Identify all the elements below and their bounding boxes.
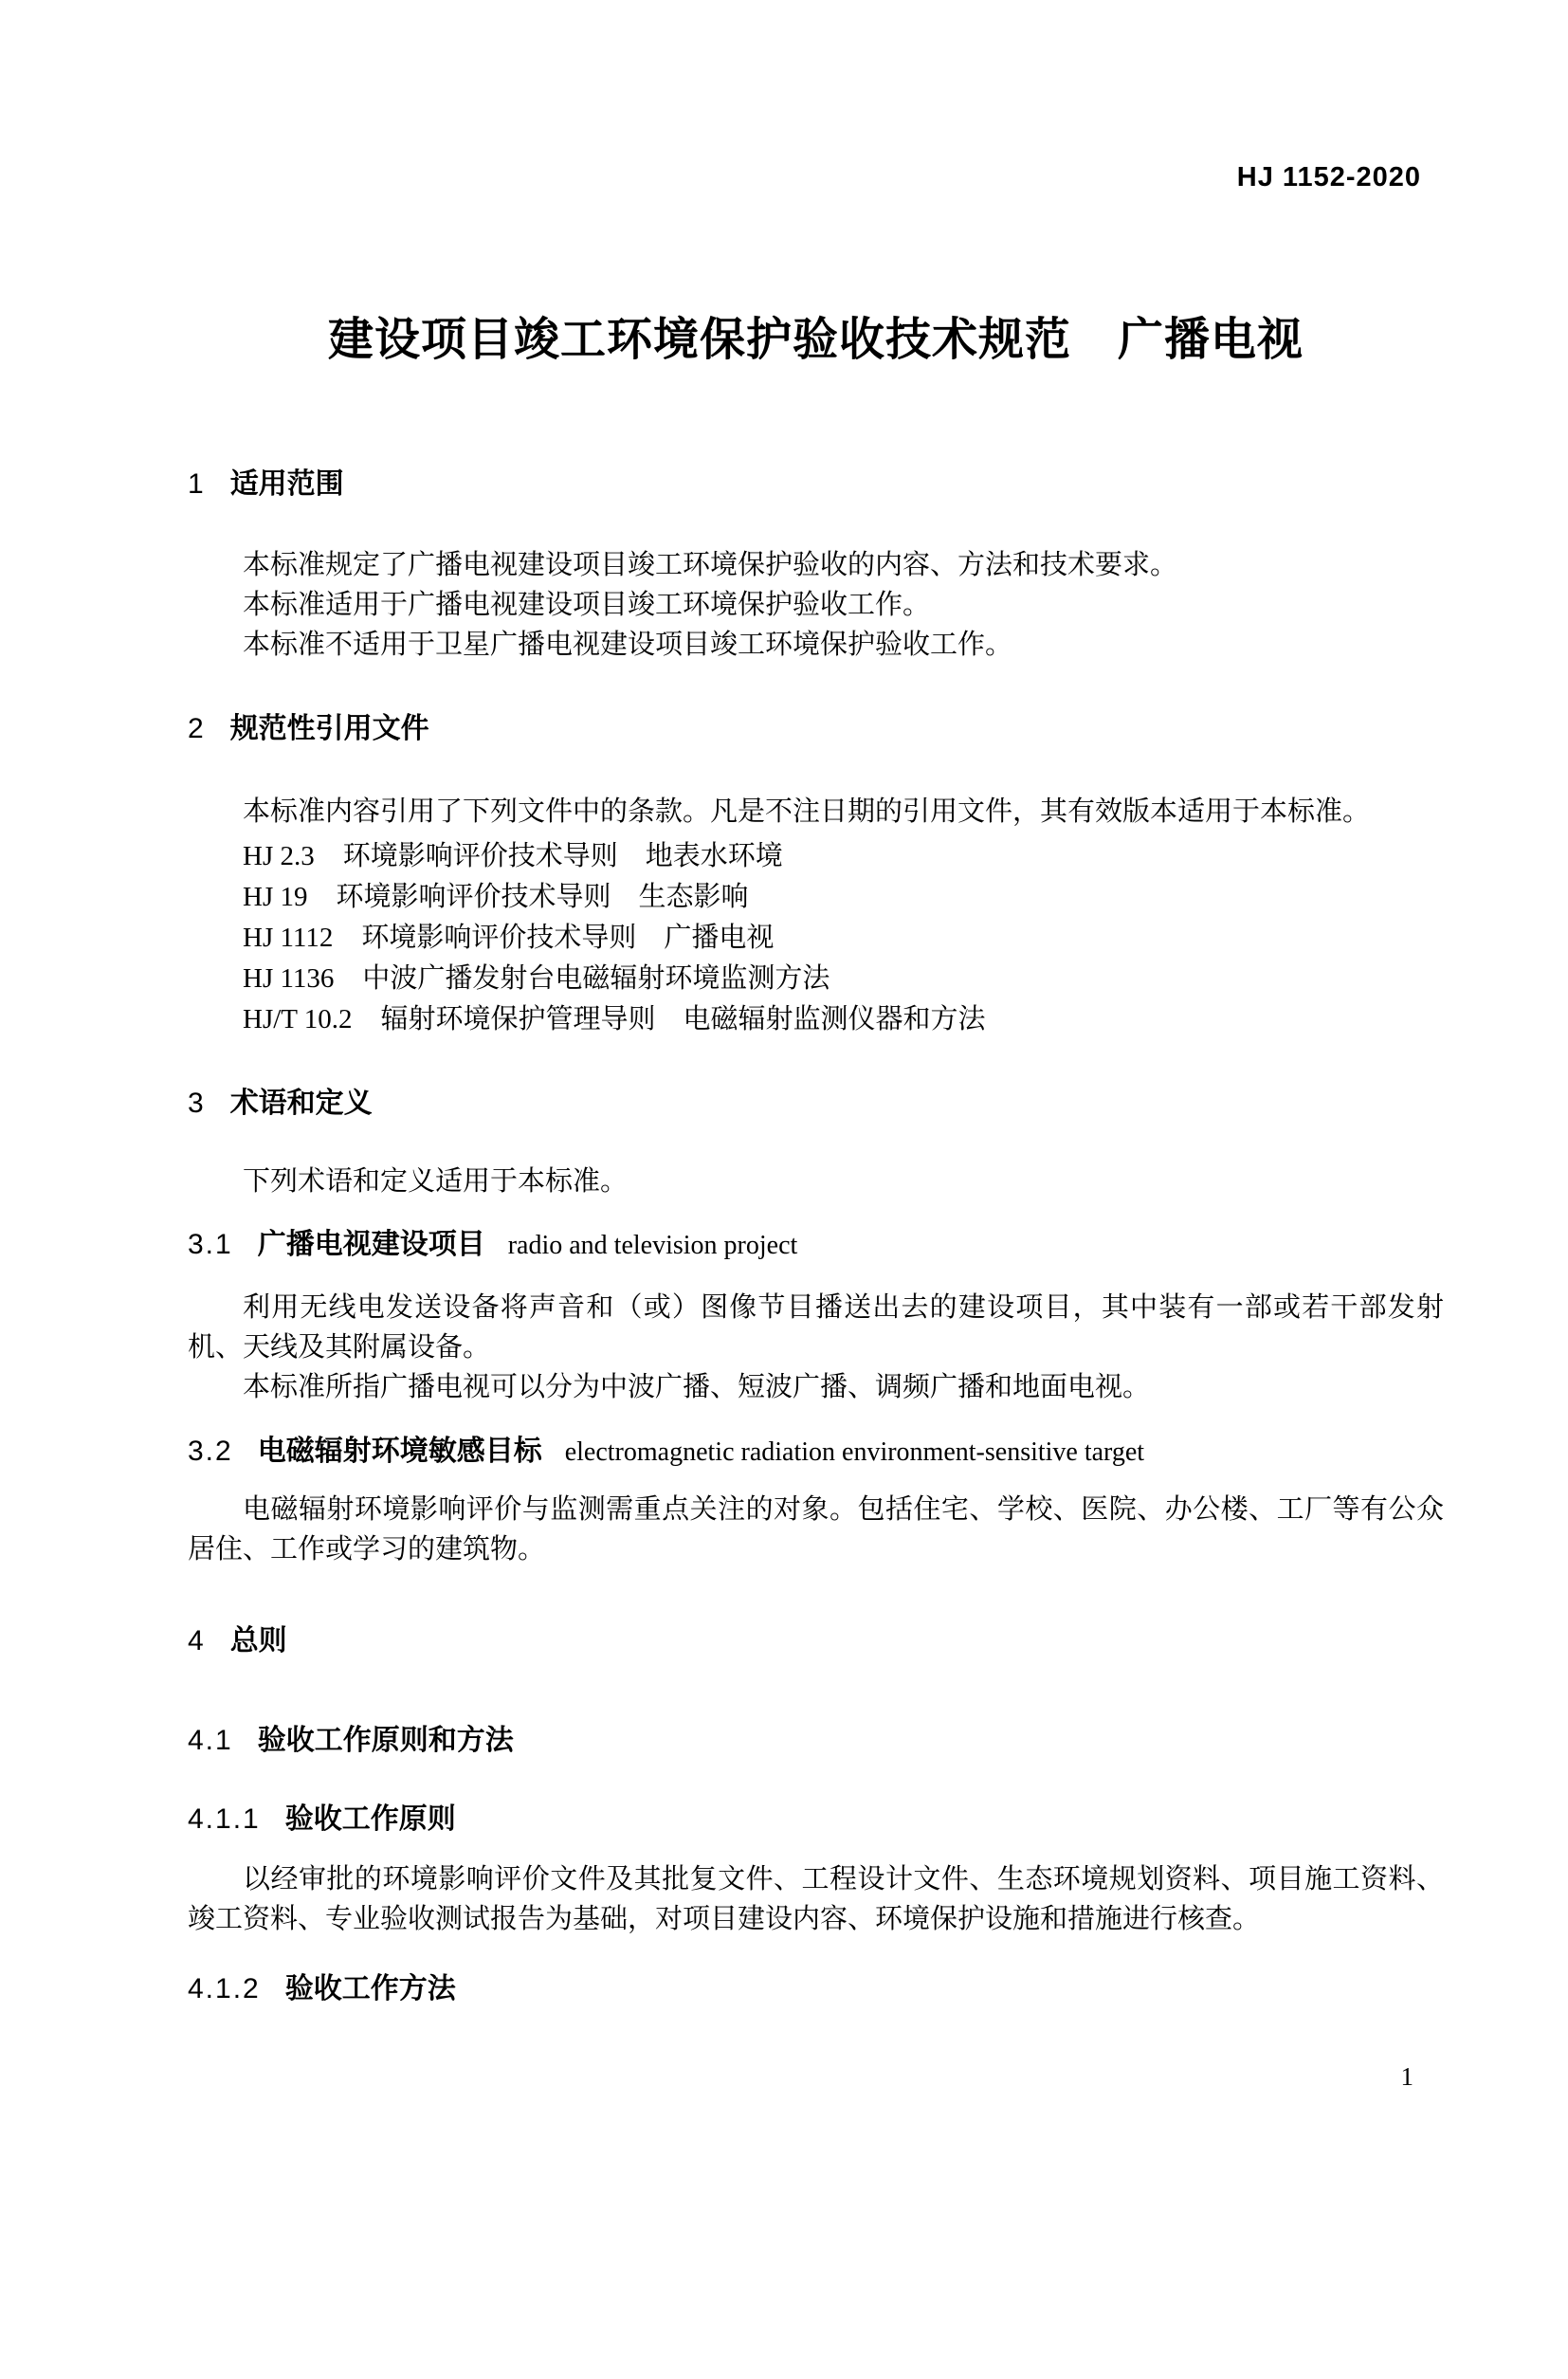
section-number: 4.1.1 [188, 1803, 261, 1835]
paragraph: 本标准不适用于卫星广播电视建设项目竣工环境保护验收工作。 [243, 630, 1013, 660]
doc-code: HJ 1152-2020 [1236, 162, 1421, 192]
term-zh: 广播电视建设项目 [257, 1229, 485, 1260]
doc-title: 建设项目竣工环境保护验收技术规范 广播电视 [327, 315, 1304, 365]
reference-code: HJ 2.3 [243, 841, 315, 871]
reference-title: 辐射环境保护管理导则 电磁辐射监测仪器和方法 [380, 1004, 986, 1034]
section-title: 验收工作方法 [284, 1973, 456, 2004]
paragraph: 本标准内容引用了下列文件中的条款。凡是不注日期的引用文件，其有效版本适用于本标准。 [243, 796, 1371, 827]
paragraph: 以经审批的环境影响评价文件及其批复文件、工程设计文件、生态环境规划资料、项目施工资料、竣工资料、专业验收测试报告为基础，对项目建设内容、环境保护设施和措施进行核查。 [188, 1864, 1444, 1934]
term-number: 3.2 [188, 1436, 233, 1467]
paragraph: 利用无线电发送设备将声音和（或）图像节目播送出去的建设项目，其中装有一部或若干部发射机、天线及其附属设备。 [188, 1292, 1444, 1363]
section-title: 总则 [229, 1625, 287, 1656]
reference-code: HJ 1136 [243, 963, 335, 994]
reference-code: HJ 1112 [243, 923, 334, 953]
reference-item [188, 959, 1444, 999]
term-number: 3.1 [188, 1229, 233, 1260]
section-number: 4.1 [188, 1725, 233, 1756]
section-4-1-1-heading [188, 1802, 1444, 1838]
paragraph: 本标准规定了广播电视建设项目竣工环境保护验收的内容、方法和技术要求。 [243, 550, 1178, 580]
section-number: 2 [188, 713, 206, 744]
paragraph: 本标准所指广播电视可以分为中波广播、短波广播、调频广播和地面电视。 [243, 1372, 1151, 1402]
reference-item [188, 918, 1444, 959]
term-3-2-heading [188, 1433, 1444, 1472]
term-zh: 电磁辐射环境敏感目标 [257, 1436, 542, 1467]
paragraph: 下列术语和定义适用于本标准。 [243, 1166, 629, 1197]
section-4-1-heading [188, 1723, 1444, 1759]
section-number: 4 [188, 1625, 206, 1656]
reference-item [188, 999, 1444, 1040]
paragraph: 本标准适用于广播电视建设项目竣工环境保护验收工作。 [243, 590, 931, 620]
section-4-1-2-heading [188, 1971, 1444, 2007]
reference-code: HJ/T 10.2 [243, 1004, 353, 1034]
term-3-1-heading [188, 1226, 1444, 1265]
reference-item [188, 836, 1444, 877]
section-number: 3 [188, 1088, 206, 1119]
section-1-heading [188, 467, 1444, 503]
page-number: 1 [1400, 2062, 1413, 2091]
section-title: 适用范围 [229, 468, 344, 500]
section-number: 1 [188, 468, 206, 500]
section-number: 4.1.2 [188, 1973, 261, 2004]
reference-title: 环境影响评价技术导则 生态影响 [336, 882, 749, 912]
reference-title: 环境影响评价技术导则 广播电视 [361, 923, 775, 953]
term-en: radio and television project [507, 1231, 798, 1260]
reference-code: HJ 19 [243, 882, 308, 912]
reference-title: 环境影响评价技术导则 地表水环境 [342, 841, 783, 871]
section-title: 规范性引用文件 [229, 713, 429, 744]
section-title: 术语和定义 [229, 1088, 373, 1119]
reference-title: 中波广播发射台电磁辐射环境监测方法 [362, 963, 830, 994]
section-title: 验收工作原则 [284, 1803, 456, 1835]
section-4-heading [188, 1623, 1444, 1659]
section-title: 验收工作原则和方法 [257, 1725, 514, 1756]
reference-item [188, 877, 1444, 918]
section-3-heading [188, 1086, 1444, 1122]
term-en: electromagnetic radiation environment-sensitive target [564, 1437, 1145, 1467]
section-2-heading [188, 711, 1444, 747]
standard-document-page [0, 161, 1568, 2092]
reference-list [188, 836, 1444, 1040]
paragraph: 电磁辐射环境影响评价与监测需重点关注的对象。包括住宅、学校、医院、办公楼、工厂等有公众居住、工作或学习的建筑物。 [188, 1494, 1444, 1565]
